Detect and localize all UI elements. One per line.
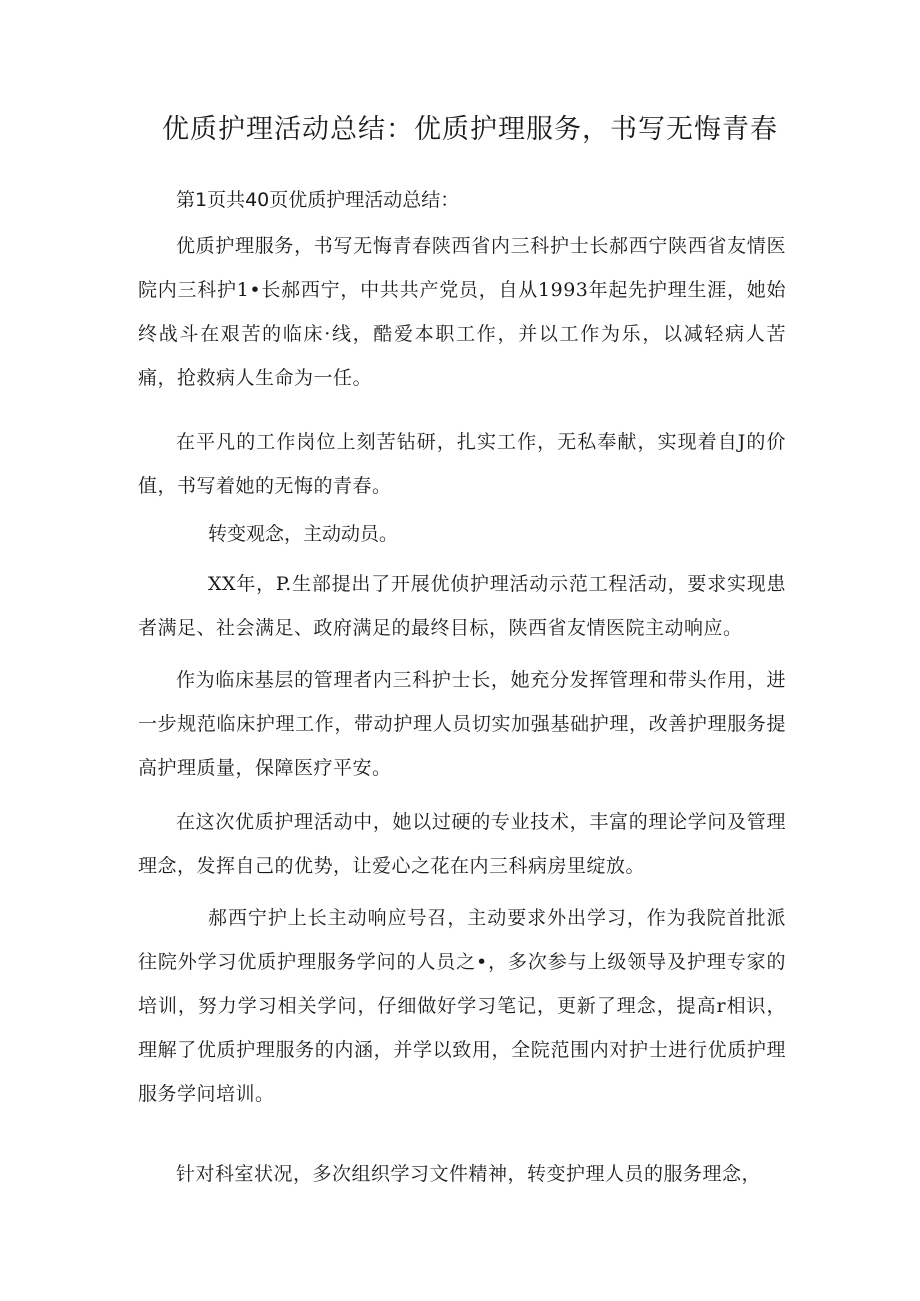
paragraph-initiative: XX年，P.生部提出了开展优侦护理活动示范工程活动，要求实现患者满足、社会满足、政府满足的最终目标，陕西省友情医院主动响应。 <box>138 573 786 639</box>
page-info: 第1页共40页优质护理活动总结： <box>176 189 460 211</box>
section-heading: 转变观念，主动动员。 <box>208 523 399 545</box>
paragraph-management: 作为临床基层的管理者内三科护士长，她充分发挥管理和带头作用，进一步规范临床护理工作，带动护理人员切实加强基础护理，改善护理服务提高护理质量，保障医疗平安。 <box>138 669 786 779</box>
paragraph-study: 针对科室状况，多次组织学习文件精神，转变护理人员的服务理念， <box>176 1163 762 1185</box>
document-title: 优质护理活动总结：优质护理服务，书写无悔青春 <box>162 114 778 145</box>
paragraph-training: 郝西宁护上长主动响应号召，主动要求外出学习，作为我院首批派往院外学习优质护理服务学问的人员之•，多次参与上级领导及护理专家的培训，努力学习相关学问，仔细做好学习笔记，更新了理念，提高r相识，理解了优质护理服务的内涵，并学以致用，全院范围内对护士进行优质护理服务学问培训。 <box>138 907 786 1105</box>
paragraph-dedication: 在平凡的工作岗位上刻苦钻研，扎实工作，无私奉献，实现着自J的价值，书写着她的无悔的青春。 <box>138 431 786 497</box>
paragraph-activity: 在这次优质护理活动中，她以过硬的专业技术，丰富的理论学问及管理理念，发挥自己的优势，让爱心之花在内三科病房里绽放。 <box>138 811 786 877</box>
paragraph-intro: 优质护理服务，书写无悔青春陕西省内三科护士长郝西宁陕西省友情医院内三科护1•长郝西宁，中共共产党员，自从1993年起先护理生涯，她始终战斗在艰苦的临床·线，酷爱本职工作，并以工作为乐，以减轻病人苦痛，抢救病人生命为一任。 <box>138 235 786 389</box>
